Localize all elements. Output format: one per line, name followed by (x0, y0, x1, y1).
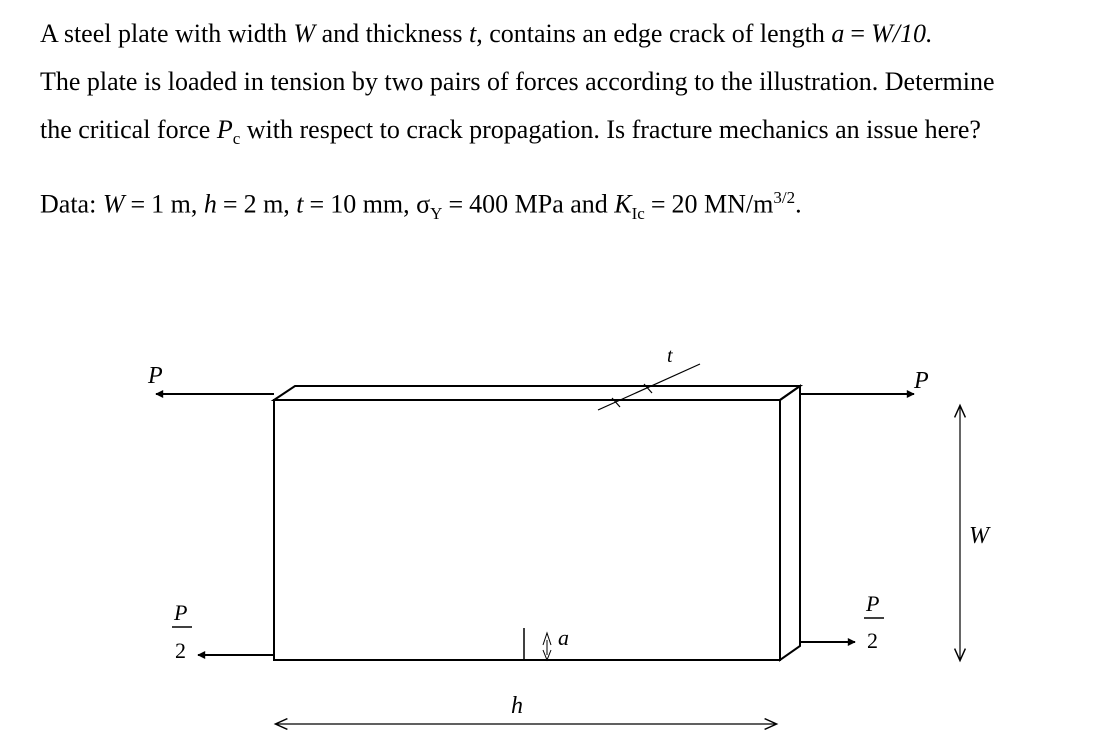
half-left-numerator: P (174, 600, 188, 625)
problem-line-3: the critical force $P_c$ with respect to crack propagation. Is fracture mechanics an issue here? (40, 115, 981, 149)
label-h: h (511, 693, 523, 719)
half-left-denominator: 2 (175, 638, 186, 663)
half-right-numerator: P (866, 591, 880, 616)
half-right-denominator: 2 (867, 628, 878, 653)
plate-side-face (780, 386, 800, 660)
label-p-left: P (148, 363, 163, 389)
label-w: W (969, 523, 989, 549)
problem-line-2: The plate is loaded in tension by two pairs of forces according to the illustration. Determine (40, 67, 995, 96)
label-a: a (558, 625, 569, 650)
plate-front-face (274, 400, 780, 660)
problem-line-1: A steel plate with width W and thickness t, contains an edge crack of length a = W/10. (40, 19, 933, 48)
plate-top-face (274, 386, 800, 400)
data-line: Data: W = 1 m, h = 2 m, t = 10 mm, $\sigma_Y = 400$ MPa and $K_{Ic} = 20$ $MN/m^{3/2}$. (40, 188, 802, 223)
label-p-right: P (914, 368, 929, 394)
label-t: t (667, 345, 673, 367)
